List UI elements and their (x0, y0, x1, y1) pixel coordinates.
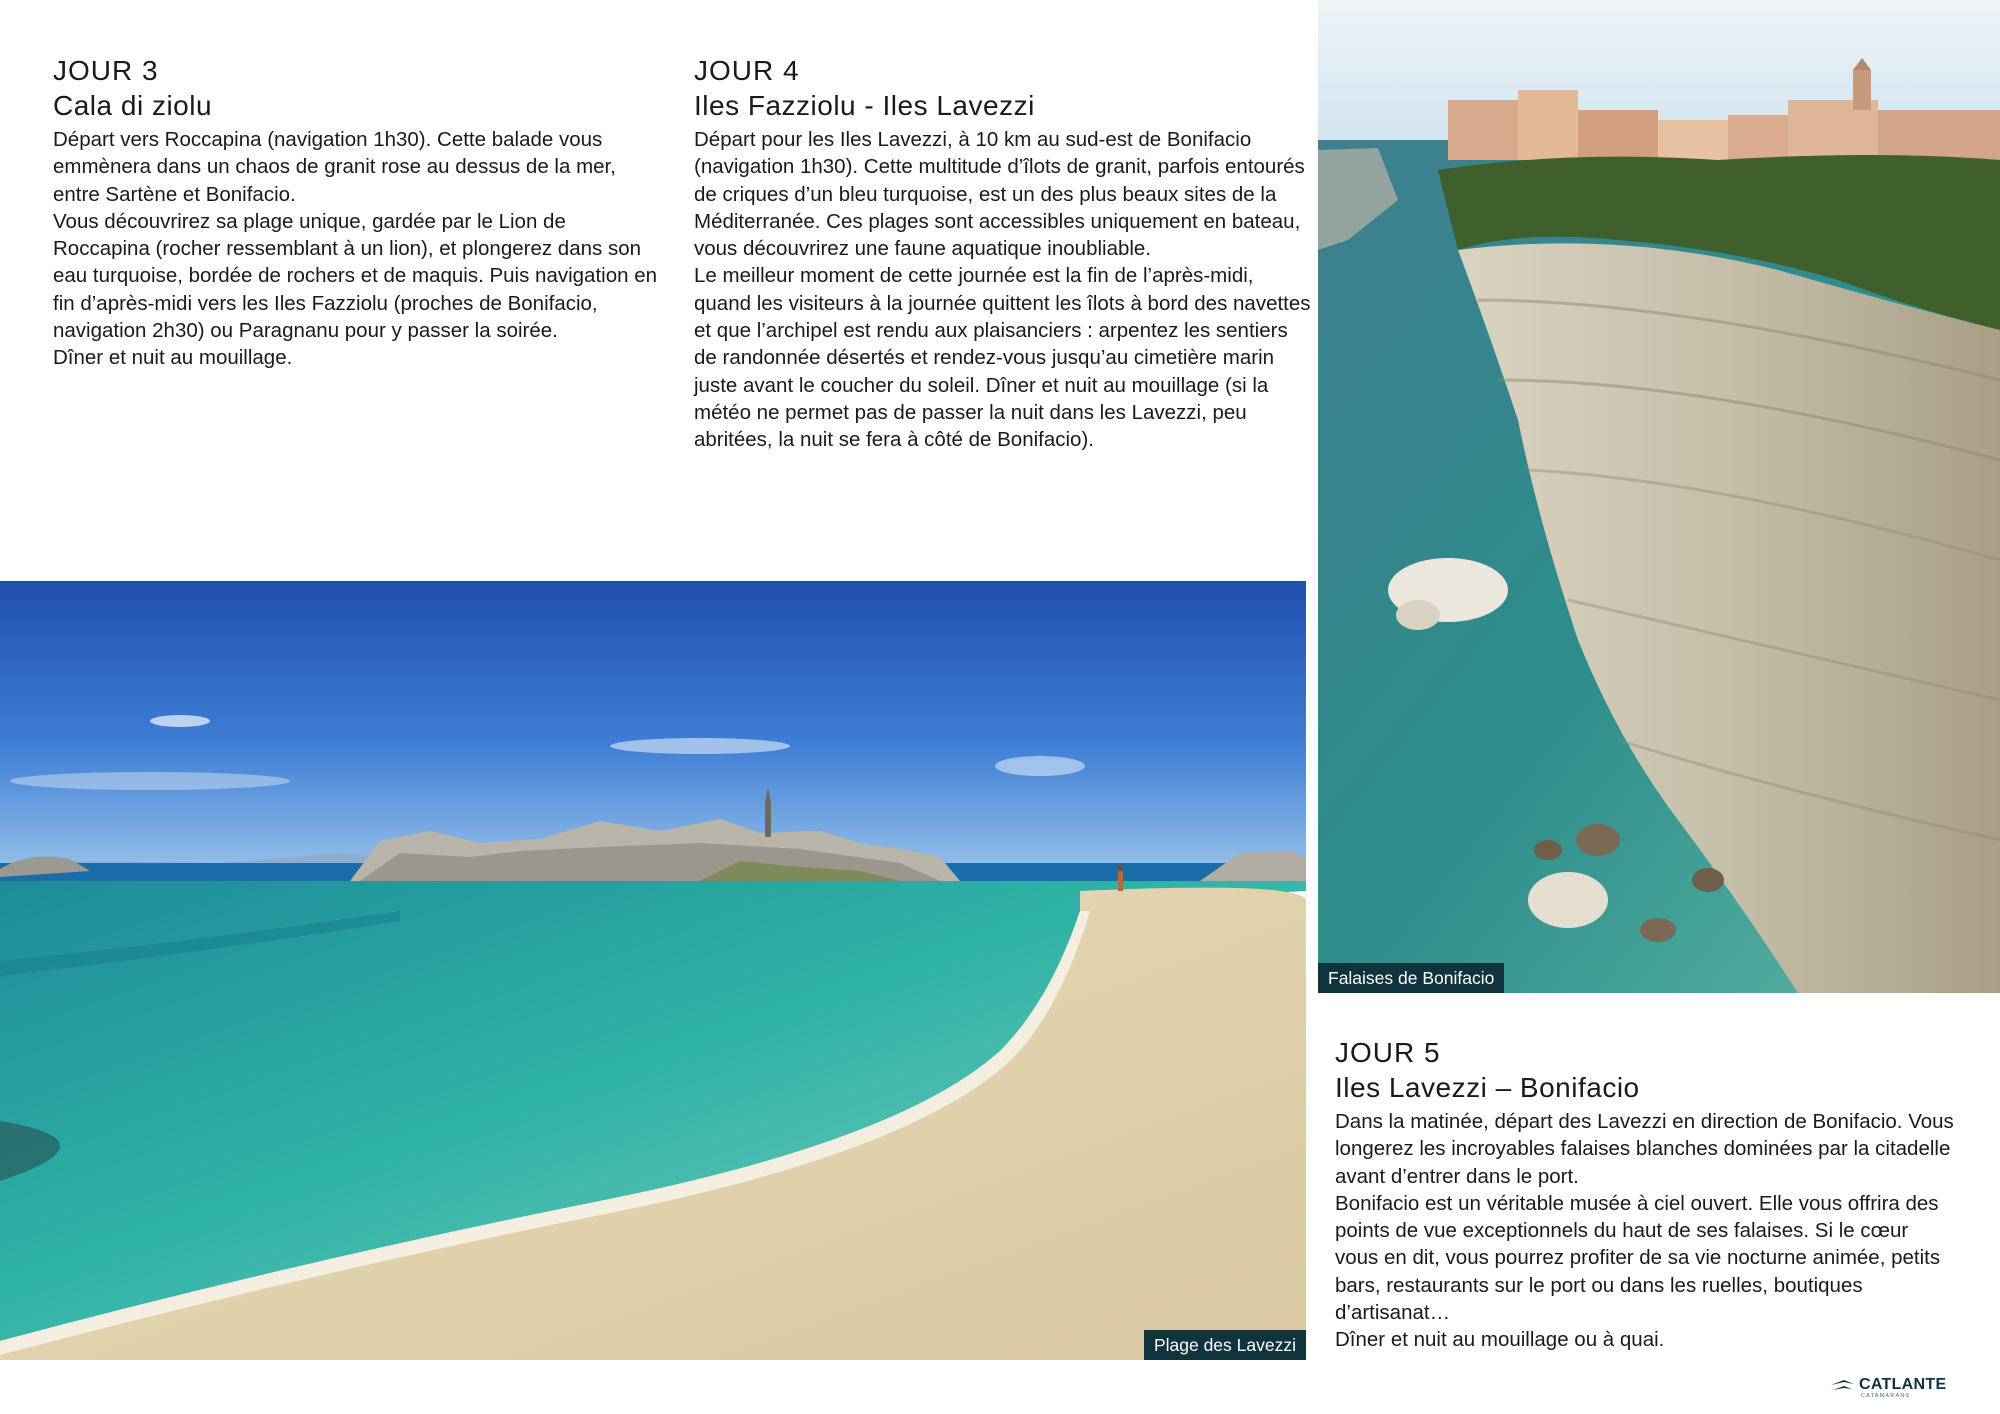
cliff-photo-caption: Falaises de Bonifacio (1318, 963, 1504, 993)
day-3-paragraph: Dîner et nuit au mouillage. (53, 346, 293, 370)
day-4-section (694, 54, 1314, 454)
day-4-body (694, 126, 1314, 454)
day-3-paragraph: Départ vers Roccapina (navigation 1h30). Cette balade vous emmènera dans un chaos de granit rose au dessus de la mer, entre Sartène et Bonifacio. (53, 128, 616, 206)
day-5-paragraph: Dans la matinée, départ des Lavezzi en direction de Bonifacio. Vous longerez les incroyables falaises blanches dominées par la citadelle avant d’entrer dans le port. (1335, 1110, 1954, 1188)
day-3-title: Cala di ziolu (53, 90, 213, 121)
logo-name: CATLANTE (1859, 1376, 1947, 1393)
catlante-logo (1830, 1375, 1950, 1403)
day-5-label: JOUR 5 (1335, 1037, 1441, 1068)
day-4-paragraph: Le meilleur moment de cette journée est la fin de l’après-midi, quand les visiteurs à la journée quittent les îlots à bord des navettes et que l’archipel est rendu aux plaisanciers : arpentez les sentiers de randonnée désertés et rendez-vous jusqu’au cimetière marin juste avant le coucher du soleil. Dîner et nuit au mouillage (si la météo ne permet pas de passer la nuit dans les Lavezzi, peu abritées, la nuit se fera à côté de Bonifacio). (694, 264, 1311, 452)
cliff-photo-illustration (1318, 0, 2000, 993)
beach-photo-caption: Plage des Lavezzi (1144, 1330, 1306, 1360)
day-4-label: JOUR 4 (694, 55, 800, 86)
beach-photo (0, 581, 1306, 1360)
day-3-label: JOUR 3 (53, 55, 159, 86)
day-3-section (53, 54, 665, 372)
day-3-paragraph: Vous découvrirez sa plage unique, gardée par le Lion de Roccapina (rocher ressemblant à un lion), et plongerez dans son eau turquoise, bordée de rochers et de maquis. Puis navigation en fin d’après-midi vers les Iles Fazziolu (proches de Bonifacio, navigation 2h30) ou Paragnanu pour y passer la soirée. (53, 209, 657, 343)
day-5-body (1335, 1108, 1955, 1354)
day-4-title: Iles Fazziolu - Iles Lavezzi (694, 90, 1035, 121)
day-3-body (53, 126, 665, 372)
catlante-wave-icon (1830, 1378, 1856, 1396)
logo-subtitle: CATAMARANS (1861, 1393, 1911, 1399)
day-4-paragraph: Départ pour les Iles Lavezzi, à 10 km au sud-est de Bonifacio (navigation 1h30). Cette multitude d’îlots de granit, parfois entourés de criques d’un bleu turquoise, est un des plus beaux sites de la Méditerranée. Ces plages sont accessibles uniquement en bateau, vous découvrirez une faune aquatique inoubliable. (694, 128, 1305, 261)
beach-photo-illustration (0, 581, 1306, 1360)
day-5-paragraph: Dîner et nuit au mouillage ou à quai. (1335, 1328, 1665, 1352)
day-5-paragraph: Bonifacio est un véritable musée à ciel ouvert. Elle vous offrira des points de vue exceptionnels du haut de ses falaises. Si le cœur vous en dit, vous pourrez profiter de sa vie nocturne animée, petits bars, restaurants sur le port ou dans les ruelles, boutiques d’artisanat… (1335, 1191, 1941, 1325)
day-5-section (1335, 1036, 1955, 1354)
day-5-title: Iles Lavezzi – Bonifacio (1335, 1072, 1640, 1103)
cliff-photo (1318, 0, 2000, 993)
